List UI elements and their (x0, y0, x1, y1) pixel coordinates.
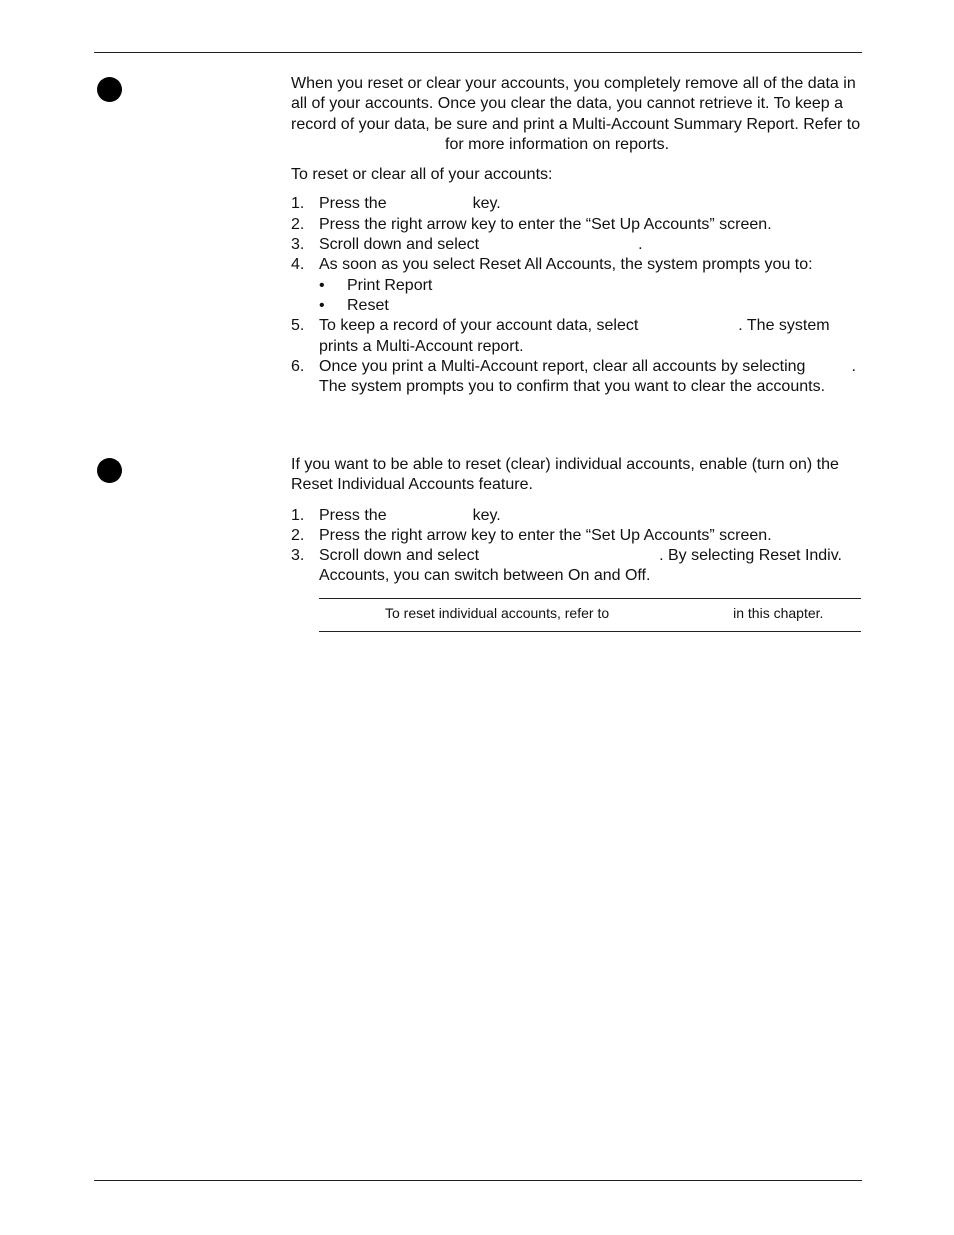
step-item: 4. As soon as you select Reset All Accounts, the system prompts you to: • Print Report • Reset (291, 255, 861, 316)
prompt-option: • Print Report (319, 276, 861, 296)
bullet-icon: • (319, 276, 325, 294)
steps-list (291, 194, 861, 397)
prompt-options-list (319, 276, 861, 317)
step-item: 5. To keep a record of your account data, select . The system prints a Multi-Account report. (291, 317, 830, 355)
step-item: 3. Scroll down and select . By selecting Reset Indiv. Accounts, you can switch between On and Off. (291, 547, 842, 585)
step-item: 2. Press the right arrow key to enter the “Set Up Accounts” screen. (291, 215, 772, 233)
step-item: 2. Press the right arrow key to enter the “Set Up Accounts” screen. (291, 526, 772, 544)
step-item: 1. Press the key. (291, 506, 501, 524)
top-rule (94, 52, 862, 53)
step-item: 1. Press the key. (291, 195, 501, 213)
bullet-icon: • (319, 296, 325, 314)
section-marker-icon (97, 77, 122, 102)
bottom-rule (94, 1180, 862, 1181)
step-item: 6. Once you print a Multi-Account report, clear all accounts by selecting . The system prompts you to confirm that you want to clear the accounts. (291, 357, 856, 396)
steps-list (291, 506, 861, 587)
section-marker-icon (97, 458, 122, 483)
reset-all-section (291, 74, 861, 397)
reset-individual-section (291, 455, 861, 632)
intro-paragraph: If you want to be able to reset (clear) individual accounts, enable (turn on) the Reset Individual Accounts feature. (291, 456, 839, 494)
prompt-option: • Reset (319, 296, 861, 316)
procedure-lead: To reset or clear all of your accounts: (291, 166, 553, 184)
note-box: To reset individual accounts, refer to in this chapter. (319, 598, 861, 632)
intro-paragraph: When you reset or clear your accounts, you completely remove all of the data in all of your accounts. Once you clear the data, you cannot retrieve it. To keep a record of your data, be sure and print a Multi-Account Summary Report. Refer tofor more information on reports. (291, 75, 861, 153)
step-item: 3. Scroll down and select . (291, 236, 643, 254)
